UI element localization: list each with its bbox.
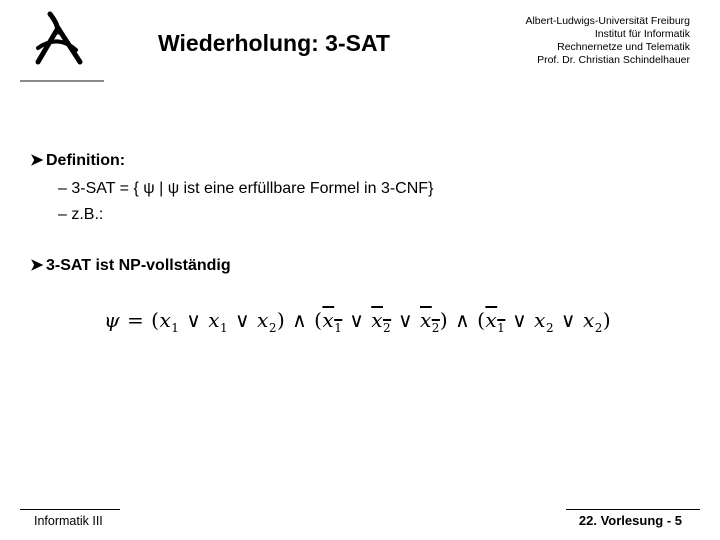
bullet-label: Definition:: [46, 152, 126, 169]
footer-rule-left: [20, 509, 120, 510]
example-formula: $\psi = (x_1$ ∨ $x_1$ ∨ $x_2$) ∧ ($x_1$ ∨ $x_2$ ∨ $x_2$) ∧ ($x_1$ ∨ $x_2$ ∨ $x_2$): [104, 308, 612, 335]
university-name: Albert-Ludwigs-Universität Freiburg: [525, 15, 690, 27]
university-logo-icon: [28, 10, 88, 70]
footer-rule-right: [566, 509, 700, 510]
footer-course: Informatik III: [34, 514, 103, 528]
arrow-bullet-icon: ➤: [30, 257, 44, 274]
slide-title: Wiederholung: 3-SAT: [158, 30, 390, 56]
bullet-np-complete: [30, 255, 231, 275]
institution-block: [370, 15, 690, 67]
institute-name: Institut für Informatik: [594, 28, 690, 40]
footer-page: 22. Vorlesung - 5: [578, 513, 682, 528]
arrow-bullet-icon: ➤: [30, 152, 44, 169]
subitem-definition-3sat: – 3-SAT = { ψ | ψ ist eine erfüllbare Formel in 3-CNF}: [58, 180, 434, 197]
subitem-example: – z.B.:: [58, 206, 104, 223]
bullet-definition: [30, 150, 125, 170]
bullet-label: 3-SAT ist NP-vollständig: [46, 257, 231, 274]
department-name: Rechnernetze und Telematik: [557, 41, 690, 53]
header-rule: [20, 80, 104, 82]
professor-name: Prof. Dr. Christian Schindelhauer: [537, 54, 690, 66]
